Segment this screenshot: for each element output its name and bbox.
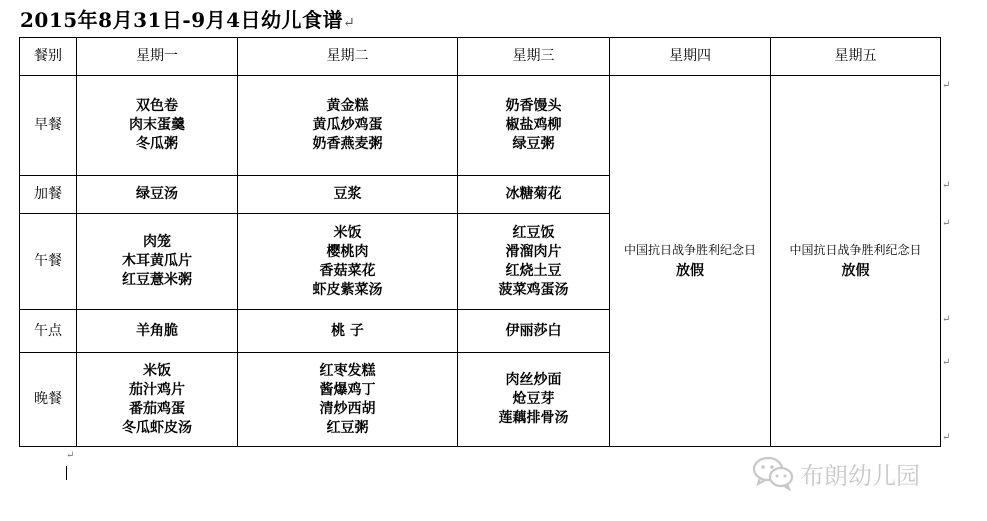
document-title: 2015年8月31日-9月4日幼儿食谱↵ — [20, 8, 356, 32]
dish: 伊丽莎白 — [505, 322, 562, 339]
dish: 木耳黄瓜片 — [122, 253, 192, 269]
dish: 红豆饭 — [512, 224, 555, 241]
wednesday-cell — [458, 353, 610, 447]
dish: 炝豆芽 — [512, 391, 555, 407]
dish: 黄金糕 — [326, 98, 369, 114]
dish: 酱爆鸡丁 — [319, 381, 376, 398]
dish: 黄瓜炒鸡蛋 — [312, 117, 383, 133]
dish: 肉笼 — [143, 234, 171, 250]
dish: 滑溜肉片 — [505, 243, 562, 260]
header-wednesday: 星期三 — [458, 38, 610, 76]
watermark — [752, 455, 920, 491]
header-friday: 星期五 — [771, 38, 941, 76]
paragraph-mark-icon: ↵ — [942, 432, 951, 443]
meal-label: 午点 — [20, 310, 77, 353]
dish: 绿豆粥 — [512, 136, 555, 152]
holiday-label: 放假 — [841, 263, 870, 279]
dish: 双色卷 — [136, 98, 178, 114]
tuesday-cell — [238, 310, 458, 353]
monday-cell — [77, 176, 238, 214]
wednesday-cell — [458, 76, 610, 176]
paragraph-mark-icon: ↵ — [66, 450, 75, 461]
dish: 茄汁鸡片 — [129, 381, 185, 398]
dish: 虾皮紫菜汤 — [312, 281, 383, 298]
dish: 冰糖菊花 — [505, 186, 562, 202]
dish: 番茄鸡蛋 — [129, 400, 185, 417]
dish: 米饭 — [333, 224, 362, 241]
menu-table — [19, 37, 941, 447]
header-tuesday: 星期二 — [238, 38, 458, 76]
wednesday-cell — [458, 214, 610, 310]
dish: 清炒西胡 — [319, 400, 376, 417]
dish: 奶香馒头 — [505, 98, 562, 114]
thursday-holiday-cell — [610, 76, 771, 447]
paragraph-mark-icon: ↵ — [942, 357, 951, 368]
dish: 红豆粥 — [326, 419, 369, 436]
holiday-note: 中国抗日战争胜利纪念日 — [789, 243, 922, 257]
dish: 红豆薏米粥 — [122, 272, 192, 288]
dish: 肉丝炒面 — [505, 372, 562, 388]
meal-label: 早餐 — [20, 76, 77, 176]
wednesday-cell — [458, 310, 610, 353]
dish: 莲藕排骨汤 — [498, 410, 569, 426]
table-row — [20, 76, 941, 176]
monday-cell — [77, 353, 238, 447]
monday-cell — [77, 310, 238, 353]
text-cursor — [66, 466, 67, 480]
dish: 冬瓜虾皮汤 — [122, 419, 192, 436]
meal-label: 午餐 — [20, 214, 77, 310]
dish: 冬瓜粥 — [136, 136, 178, 152]
tuesday-cell — [238, 214, 458, 310]
dish: 豆浆 — [333, 186, 362, 202]
header-meal-type: 餐别 — [20, 38, 77, 76]
paragraph-mark-icon: ↵ — [942, 180, 951, 191]
watermark-text: 布朗幼儿园 — [800, 461, 920, 490]
tuesday-cell — [238, 176, 458, 214]
monday-cell — [77, 76, 238, 176]
holiday-note: 中国抗日战争胜利纪念日 — [623, 243, 756, 257]
dish: 红烧土豆 — [505, 262, 562, 279]
header-thursday: 星期四 — [610, 38, 771, 76]
paragraph-mark-icon: ↵ — [942, 80, 951, 91]
dish: 樱桃肉 — [326, 243, 369, 260]
paragraph-mark-icon: ↵ — [942, 218, 951, 229]
tuesday-cell — [238, 76, 458, 176]
dish: 红枣发糕 — [319, 362, 376, 379]
dish: 桃 子 — [331, 322, 364, 339]
holiday-label: 放假 — [676, 263, 704, 279]
dish: 菠菜鸡蛋汤 — [498, 281, 569, 298]
dish: 米饭 — [143, 362, 171, 379]
paragraph-mark-icon: ↵ — [942, 314, 951, 325]
header-row — [20, 38, 941, 76]
header-monday: 星期一 — [77, 38, 238, 76]
dish: 羊角脆 — [136, 322, 178, 339]
paragraph-mark-icon: ↵ — [343, 15, 356, 31]
friday-holiday-cell — [771, 76, 941, 447]
dish: 香菇菜花 — [319, 262, 376, 279]
dish: 绿豆汤 — [136, 186, 178, 202]
meal-label: 加餐 — [20, 176, 77, 214]
meal-label: 晚餐 — [20, 353, 77, 447]
wednesday-cell — [458, 176, 610, 214]
dish: 奶香燕麦粥 — [312, 136, 383, 152]
wechat-icon — [752, 455, 794, 491]
dish: 椒盐鸡柳 — [505, 117, 562, 133]
dish: 肉末蛋羹 — [129, 117, 185, 133]
monday-cell — [77, 214, 238, 310]
tuesday-cell — [238, 353, 458, 447]
